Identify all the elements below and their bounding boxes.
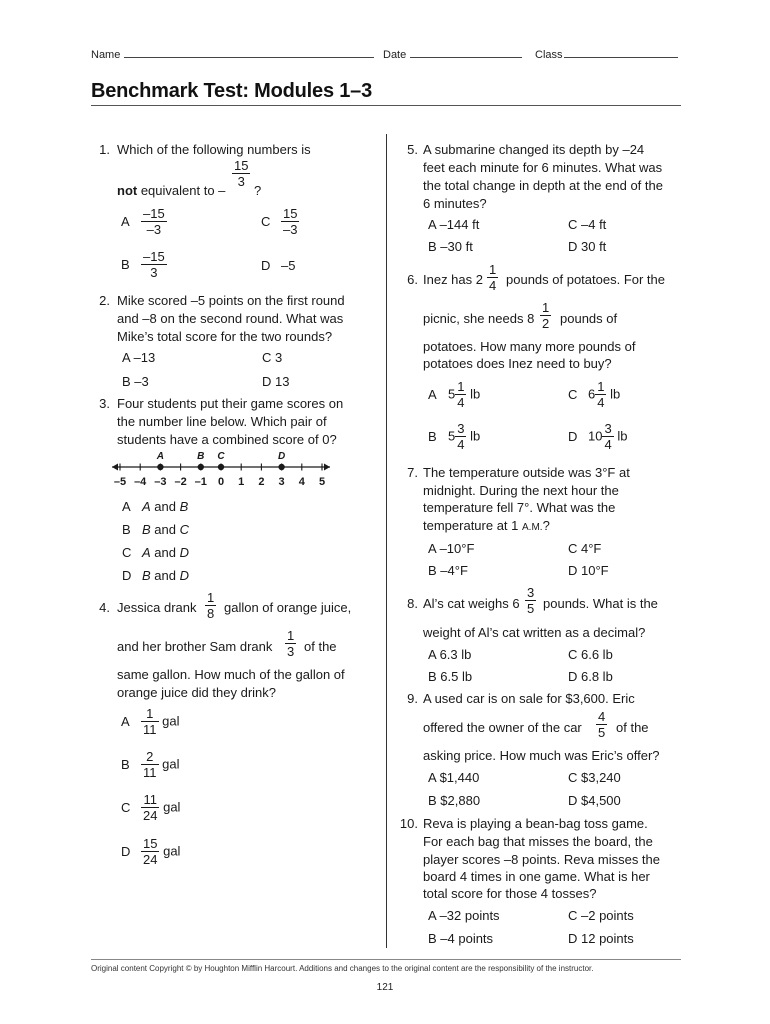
option-d[interactable]: D 12 points	[568, 931, 634, 946]
option-c[interactable]: C 4°F	[568, 541, 602, 556]
number-line-point-c	[218, 464, 224, 470]
arrow-left-icon	[112, 464, 118, 471]
option-a[interactable]: A 6.3 lb	[428, 647, 472, 662]
number-line-tick-label: 2	[258, 476, 265, 488]
option-a[interactable]: A –13	[122, 350, 156, 365]
name-line	[124, 48, 374, 58]
copyright-notice: Original content Copyright © by Houghton Mifflin Harcourt. Additions and changes to the original content are the responsibility of the instructor.	[91, 964, 594, 973]
number-line-tick-label: –5	[113, 476, 127, 488]
class-label: Class	[535, 49, 563, 61]
question-text: Jessica drank	[117, 600, 197, 615]
question-text: asking price. How much was Eric’s offer?	[423, 748, 660, 763]
date-label: Date	[383, 49, 407, 61]
option-a[interactable]: A –144 ft	[428, 217, 480, 232]
question-text: Mike’s total score for the two rounds?	[117, 329, 333, 344]
question-text: temperature fell 7°. What was the	[423, 500, 616, 515]
question-text: Which of the following numbers is	[117, 142, 311, 157]
number-line-point-label: B	[197, 451, 205, 462]
number-line-tick-label: 4	[298, 476, 305, 488]
question-text: The temperature outside was 3°F at	[423, 465, 630, 480]
number-line-point-label: D	[277, 451, 286, 462]
option-a[interactable]: A –10°F	[428, 541, 475, 556]
option-c[interactable]: C 6.6 lb	[568, 647, 613, 662]
question-text: offered the owner of the car	[423, 720, 582, 735]
number-line-tick-label: –4	[134, 476, 147, 488]
number-line-tick-label: –1	[194, 476, 207, 488]
number-line-tick-label: 0	[217, 476, 225, 488]
number-line-tick-label: 5	[318, 476, 326, 488]
question-text: and –8 on the second round. What was	[117, 311, 344, 326]
fraction: $\frac{1}{8}$	[207, 590, 215, 621]
date-line	[410, 48, 522, 58]
question-number: 1.	[99, 142, 110, 157]
option-c[interactable]: C A and D	[122, 545, 189, 560]
option-d[interactable]: D 10 $\frac{3}{4}$ lb	[568, 421, 628, 452]
option-a[interactable]: A –32 points	[428, 908, 500, 923]
option-b[interactable]: B $2,880	[428, 793, 481, 808]
question-text: pounds of	[560, 311, 618, 326]
option-d[interactable]: D $\frac{15}{24}$ gal	[121, 836, 181, 867]
class-line	[564, 48, 678, 58]
question-text: picnic, she needs 8	[423, 311, 535, 326]
question-text: of the	[304, 639, 337, 654]
question-text: same gallon. How much of the gallon of	[117, 667, 345, 682]
question-number: 10.	[399, 816, 418, 831]
question-text: Mike scored –5 points on the first round	[117, 293, 345, 308]
question-number: 6.	[407, 272, 418, 287]
title-divider	[91, 105, 681, 106]
option-b[interactable]: B –30 ft	[428, 239, 473, 254]
question-text: A used car is on sale for $3,600. Eric	[423, 691, 635, 706]
option-b[interactable]: B B and C	[122, 522, 189, 537]
question-number: 5.	[407, 142, 418, 157]
name-label: Name	[91, 49, 121, 61]
question-text: potatoes does Inez need to buy?	[423, 356, 612, 371]
number-line-tick-label: –2	[174, 476, 187, 488]
question-text: not equivalent to –	[117, 183, 226, 198]
page-title: Benchmark Test: Modules 1–3	[91, 80, 372, 102]
question-text: midnight. During the next hour the	[423, 483, 619, 498]
question-text: weight of Al’s cat written as a decimal?	[423, 625, 646, 640]
question-text: Four students put their game scores on	[117, 396, 344, 411]
option-b[interactable]: B $\frac{2}{11}$ gal	[121, 749, 180, 780]
option-c[interactable]: C $\frac{15}{-3}$	[261, 206, 298, 237]
arrow-right-icon	[324, 464, 330, 471]
question-text: total score for those 4 tosses?	[423, 886, 597, 901]
question-number: 7.	[407, 465, 418, 480]
question-text: Inez has 2	[423, 272, 483, 287]
question-text: board 4 times in one game. What is her	[423, 869, 650, 884]
question-text: 6 minutes?	[423, 196, 487, 211]
question-number: 9.	[407, 691, 418, 706]
option-d[interactable]: D 13	[262, 374, 290, 389]
question-text: pounds. What is the	[543, 596, 658, 611]
question-text: gallon of orange juice,	[224, 600, 352, 615]
question-text: Reva is playing a bean-bag toss game.	[423, 816, 648, 831]
number-line-tick-label: –3	[154, 476, 167, 488]
option-d[interactable]: D 30 ft	[568, 239, 607, 254]
date-field[interactable]	[383, 48, 522, 61]
question-text: temperature at 1 A.M.?	[423, 518, 550, 533]
option-b[interactable]: B 6.5 lb	[428, 669, 473, 684]
option-d[interactable]: D 10°F	[568, 563, 609, 578]
option-d[interactable]: D 6.8 lb	[568, 669, 613, 684]
option-b[interactable]: B 5 $\frac{3}{4}$ lb	[428, 421, 481, 452]
number-line	[112, 446, 348, 488]
number-line-point-label: A	[156, 451, 165, 462]
page-number: 121	[376, 982, 394, 993]
number-line-point-d	[278, 464, 284, 470]
option-a[interactable]: A $\frac{-15}{-3}$	[121, 206, 165, 237]
option-c[interactable]: C $\frac{11}{24}$ gal	[121, 792, 181, 823]
fraction: $\frac{4}{5}$	[598, 709, 606, 740]
question-text: pounds of potatoes. For the	[506, 272, 665, 287]
fraction: $\frac{3}{5}$	[527, 585, 535, 616]
question-text: students have a combined score of 0?	[117, 432, 337, 447]
question-text: orange juice did they drink?	[117, 685, 276, 700]
question-text: of the	[616, 720, 649, 735]
option-d[interactable]: D $4,500	[568, 793, 621, 808]
column-divider	[386, 134, 387, 948]
option-b[interactable]: B –4 points	[428, 931, 494, 946]
question-number: 4.	[99, 600, 110, 615]
number-line-point-label: C	[217, 451, 225, 462]
option-a[interactable]: A A and B	[122, 499, 189, 514]
option-d[interactable]: D B and D	[122, 568, 189, 583]
option-c[interactable]: C –4 ft	[568, 217, 607, 232]
question-text: ?	[254, 183, 262, 198]
name-field[interactable]	[91, 48, 374, 61]
option-b[interactable]: B $\frac{-15}{3}$	[121, 249, 165, 280]
option-b[interactable]: B –4°F	[428, 563, 468, 578]
option-b[interactable]: B –3	[122, 374, 149, 389]
option-c[interactable]: C –2 points	[568, 908, 634, 923]
number-line-tick-label: 1	[238, 476, 245, 488]
emphasis-not: not	[117, 183, 138, 198]
option-c[interactable]: C $3,240	[568, 770, 621, 785]
question-text: potatoes. How many more pounds of	[423, 339, 636, 354]
option-d[interactable]: D –5	[261, 258, 296, 273]
option-a[interactable]: A $1,440	[428, 770, 480, 785]
fraction: $\frac{15}{3}$	[234, 158, 249, 189]
fraction: $\frac{1}{4}$	[489, 262, 497, 293]
question-text: player scores –8 points. Reva misses the	[423, 852, 660, 867]
question-text: feet each minute for 6 minutes. What was	[423, 160, 663, 175]
question-number: 8.	[407, 596, 418, 611]
question-text: For each bag that misses the board, the	[423, 834, 653, 849]
class-field[interactable]	[535, 48, 678, 61]
footer-divider	[91, 959, 681, 960]
question-text: and her brother Sam drank	[117, 639, 273, 654]
number-line-point-a	[157, 464, 163, 470]
number-line-tick-label: 3	[278, 476, 285, 488]
option-c[interactable]: C 6 $\frac{1}{4}$ lb	[568, 379, 621, 410]
fraction: $\frac{1}{2}$	[542, 300, 550, 331]
question-text: Al’s cat weighs 6	[423, 596, 520, 611]
question-text: A submarine changed its depth by –24	[423, 142, 645, 157]
question-number: 3.	[99, 396, 110, 411]
number-line-point-b	[198, 464, 204, 470]
question-text: the total change in depth at the end of the	[423, 178, 663, 193]
fraction: $\frac{1}{3}$	[287, 628, 295, 659]
option-c[interactable]: C 3	[262, 350, 283, 365]
option-a[interactable]: A 5 $\frac{1}{4}$ lb	[428, 379, 481, 410]
option-a[interactable]: A $\frac{1}{11}$ gal	[121, 706, 180, 737]
question-text: the number line below. Which pair of	[117, 414, 327, 429]
question-number: 2.	[99, 293, 110, 308]
